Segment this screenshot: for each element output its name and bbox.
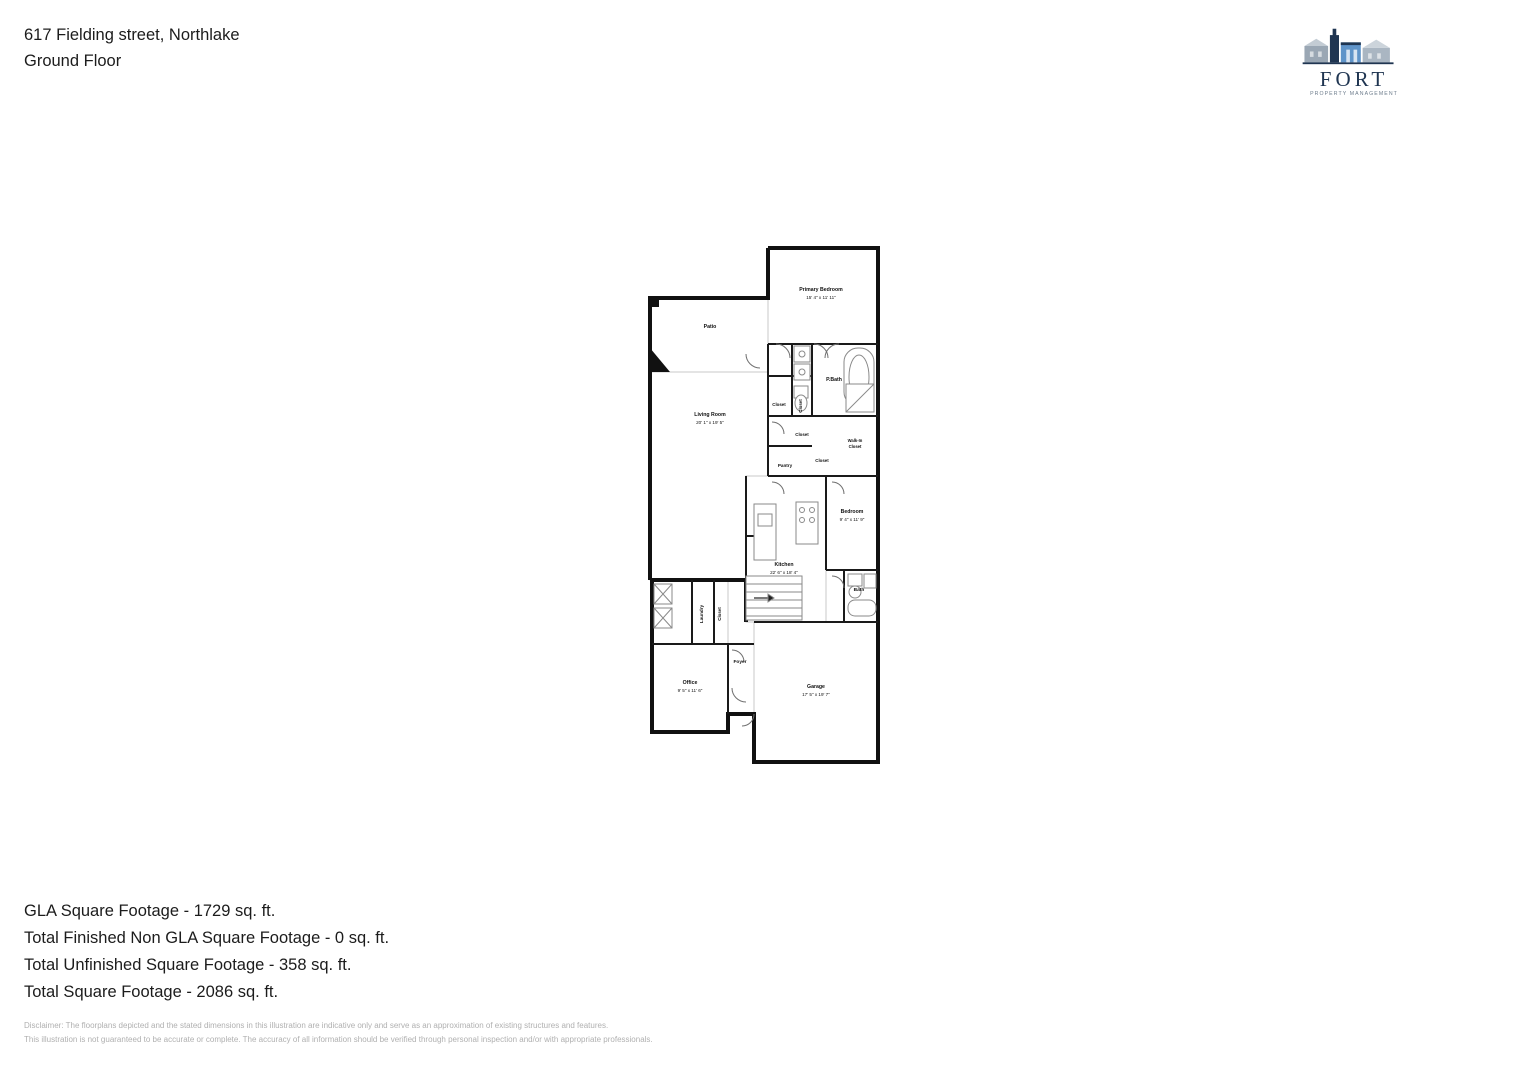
address-line: 617 Fielding street, Northlake (24, 26, 240, 44)
label-primary-bedroom: Primary Bedroom (799, 287, 843, 293)
label-closet-1: Closet (772, 402, 786, 407)
label-office: Office (682, 680, 698, 686)
non-gla-square-footage: Total Finished Non GLA Square Footage - 0 sq. ft. (24, 929, 390, 947)
label-laundry: Laundry (699, 604, 704, 624)
label-garage: Garage (807, 684, 825, 690)
label-bath: Bath (853, 588, 865, 593)
label-closet-3: Closet (795, 432, 809, 437)
label-kitchen-dims: 22' 6" x 18' 4" (770, 570, 798, 575)
square-footage-summary (24, 898, 389, 1006)
label-living-room: Living Room (694, 412, 726, 418)
gla-square-footage: GLA Square Footage - 1729 sq. ft. (24, 902, 276, 920)
label-primary-bedroom-dims: 15' 4" x 11' 11" (806, 295, 836, 300)
fort-building-icon (1299, 26, 1408, 66)
company-logo (1299, 26, 1409, 97)
label-pantry: Pantry (777, 463, 793, 468)
label-porch: Porch (733, 713, 747, 718)
disclaimer-line-1: Disclaimer: The floorplans depicted and the stated dimensions in this illustration are indicative only and serve as an approximation of existing structures and features. (24, 1021, 609, 1030)
total-square-footage: Total Square Footage - 2086 sq. ft. (24, 983, 279, 1001)
disclaimer-text (24, 1019, 653, 1047)
label-closet-5: Closet (717, 607, 722, 621)
label-walk-in-closet-line2: Closet (848, 444, 862, 449)
label-office-dims: 9' 5" x 11' 6" (677, 688, 703, 693)
floorplan-diagram (636, 236, 896, 776)
disclaimer-line-2: This illustration is not guaranteed to be accurate or complete. The accuracy of all information should be verified through personal inspection and/or with appropriate professionals. (24, 1035, 653, 1044)
label-closet-2: Closet (798, 399, 803, 413)
unfinished-square-footage: Total Unfinished Square Footage - 358 sq. ft. (24, 956, 352, 974)
floorplan-svg (636, 236, 896, 776)
label-closet-4: Closet (815, 458, 829, 463)
floor-line: Ground Floor (24, 52, 122, 70)
label-foyer: Foyer (733, 660, 747, 665)
label-kitchen: Kitchen (774, 562, 794, 568)
page-title (24, 22, 240, 74)
label-living-room-dims: 20' 1" x 19' 5" (696, 420, 724, 425)
label-bedroom-dims: 9' 4" x 11' 9" (839, 517, 865, 522)
label-bedroom: Bedroom (840, 509, 864, 515)
logo-tagline-text: PROPERTY MANAGEMENT (1310, 91, 1398, 97)
label-patio: Patio (703, 324, 717, 330)
label-p-bath: P.Bath (826, 377, 842, 383)
logo-brand-text: FORT (1319, 67, 1389, 91)
label-garage-dims: 17' 5" x 19' 7" (802, 692, 830, 697)
label-walk-in-closet-line1: Walk-In (847, 438, 863, 443)
